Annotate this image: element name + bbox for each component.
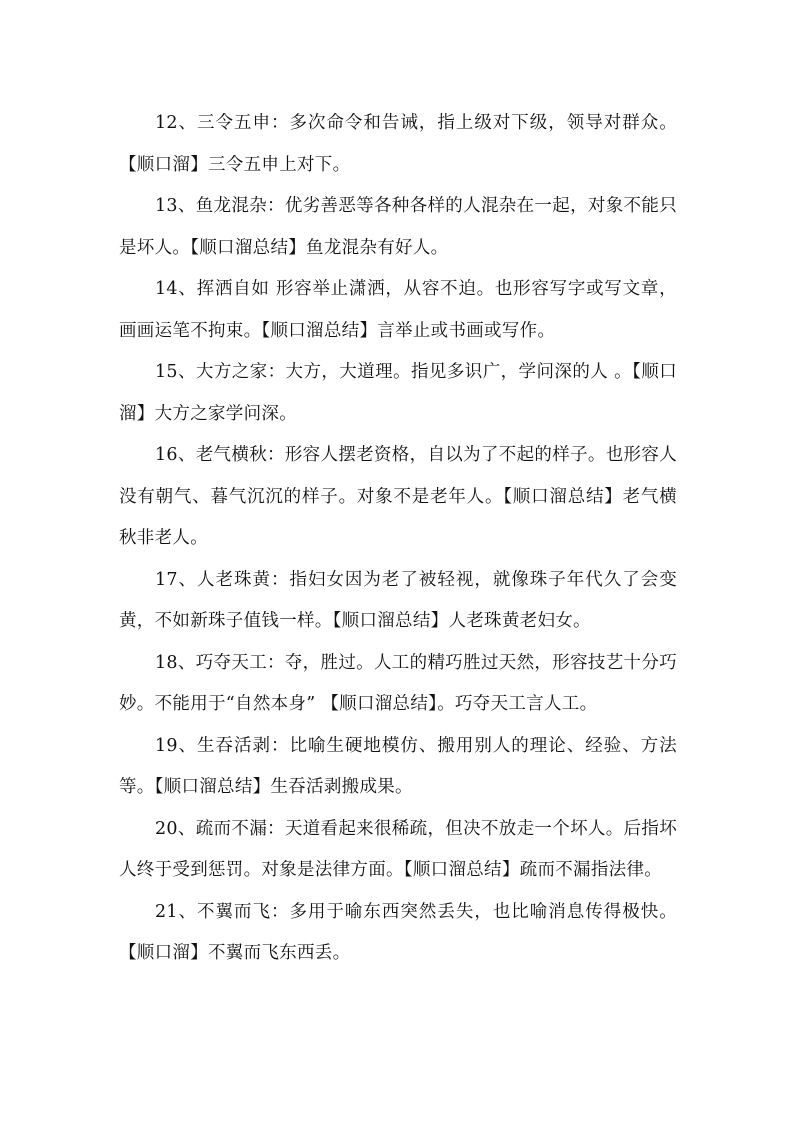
document-body: [119, 103, 677, 975]
idiom-entry-12: 12、三令五申：多次命令和告诫，指上级对下级，领导对群众。【顺口溜】三令五申上对下。: [119, 113, 677, 175]
idiom-entry-21: 21、不翼而飞：多用于喻东西突然丢失，也比喻消息传得极快。【顺口溜】不翼而飞东西丢。: [119, 901, 677, 963]
idiom-entry-16: 16、老气横秋：形容人摆老资格，自以为了不起的样子。也形容人没有朝气、暮气沉沉的样子。对象不是老年人。【顺口溜总结】老气横秋非老人。: [119, 445, 677, 548]
idiom-entry-13: 13、鱼龙混杂：优劣善恶等各种各样的人混杂在一起，对象不能只是坏人。【顺口溜总结】鱼龙混杂有好人。: [119, 196, 677, 258]
idiom-entry-15: 15、大方之家：大方，大道理。指见多识广，学问深的人 。【顺口溜】大方之家学问深。: [119, 362, 677, 424]
idiom-entry-20: 20、疏而不漏：天道看起来很稀疏，但决不放走一个坏人。后指坏人终于受到惩罚。对象是法律方面。【顺口溜总结】疏而不漏指法律。: [119, 818, 677, 880]
idiom-entry-17: 17、人老珠黄：指妇女因为老了被轻视，就像珠子年代久了会变黄，不如新珠子值钱一样。【顺口溜总结】人老珠黄老妇女。: [119, 569, 677, 631]
idiom-entry-18: 18、巧夺天工：夺，胜过。人工的精巧胜过天然，形容技艺十分巧妙。不能用于“自然本身” 【顺口溜总结】。巧夺天工言人工。: [119, 652, 677, 714]
idiom-entry-14: 14、挥洒自如 形容举止潇洒，从容不迫。也形容写字或写文章，画画运笔不拘束。【顺口溜总结】言举止或书画或写作。: [119, 279, 677, 341]
idiom-entry-19: 19、生吞活剥：比喻生硬地模仿、搬用别人的理论、经验、方法等。【顺口溜总结】生吞活剥搬成果。: [119, 735, 677, 797]
